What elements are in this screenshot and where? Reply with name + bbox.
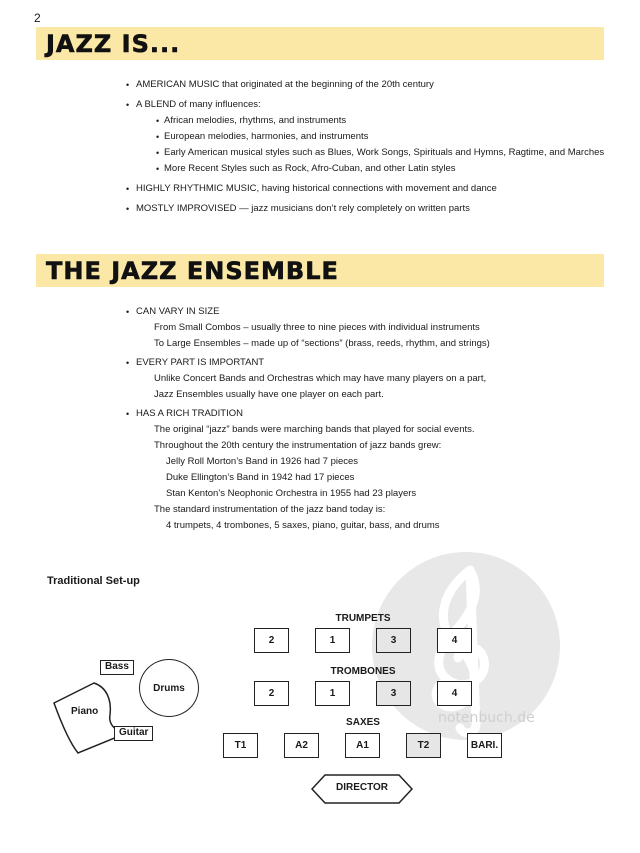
list-item: • HIGHLY RHYTHMIC MUSIC, having historical connections with movement and dance	[126, 181, 604, 197]
jazz-ensemble-heading: THE JAZZ ENSEMBLE	[46, 257, 339, 285]
list-item: • MOSTLY IMPROVISED — jazz musicians don’t rely completely on written parts	[126, 201, 604, 217]
list-item: • AMERICAN MUSIC that originated at the beginning of the 20th century	[126, 77, 604, 93]
watermark-text: notenbuch.de	[438, 710, 535, 726]
trombone-seat: 2	[254, 681, 289, 706]
list-item: • A BLEND of many influences:	[126, 97, 604, 113]
text-line: Stan Kenton’s Neophonic Orchestra in 1955 had 23 players	[166, 488, 417, 499]
guitar-box: Guitar	[114, 726, 153, 741]
list-item: • EVERY PART IS IMPORTANT	[126, 355, 604, 371]
trumpet-seat: 4	[437, 628, 472, 653]
text-line: Throughout the 20th century the instrumentation of jazz bands grew:	[154, 440, 442, 451]
bullet-icon: •	[126, 204, 130, 214]
sax-seat: A2	[284, 733, 319, 758]
bullet-icon: •	[126, 307, 130, 317]
trumpet-seat: 3	[376, 628, 411, 653]
bullet-icon: •	[126, 409, 130, 419]
bullet-icon: •	[126, 100, 130, 110]
drums-circle: Drums	[139, 659, 199, 717]
bullet-icon: •	[156, 164, 160, 174]
list-subitem: • European melodies, harmonies, and instruments	[126, 129, 604, 145]
bullet-icon: •	[156, 132, 160, 142]
jazz-is-banner	[36, 27, 604, 60]
list-item: • CAN VARY IN SIZE	[126, 304, 604, 320]
list-subitem: • African melodies, rhythms, and instruments	[126, 113, 604, 129]
bullet-icon: •	[126, 358, 130, 368]
text-line: 4 trumpets, 4 trombones, 5 saxes, piano, guitar, bass, and drums	[166, 520, 440, 531]
saxes-label: SAXES	[346, 717, 380, 728]
trombone-seat: 3	[376, 681, 411, 706]
bullet-icon: •	[126, 184, 130, 194]
sax-seat: T2	[406, 733, 441, 758]
text-line: Jazz Ensembles usually have one player on each part.	[154, 389, 384, 400]
trombone-seat: 1	[315, 681, 350, 706]
page-number: 2	[34, 11, 41, 25]
sax-seat: BARI.	[467, 733, 502, 758]
text-line: To Large Ensembles – made up of “sections” (brass, reeds, rhythm, and strings)	[154, 338, 490, 349]
sax-seat: A1	[345, 733, 380, 758]
text-line: Duke Ellington’s Band in 1942 had 17 pieces	[166, 472, 355, 483]
jazz-is-heading: JAZZ IS...	[46, 30, 181, 58]
list-subitem: • More Recent Styles such as Rock, Afro-Cuban, and other Latin styles	[126, 161, 604, 177]
text-line: From Small Combos – usually three to nine pieces with individual instruments	[154, 322, 480, 333]
trumpet-seat: 2	[254, 628, 289, 653]
trumpets-label: TRUMPETS	[335, 613, 391, 624]
trombones-label: TROMBONES	[330, 666, 396, 677]
bullet-icon: •	[126, 80, 130, 90]
list-item: • HAS A RICH TRADITION	[126, 406, 604, 422]
trumpet-seat: 1	[315, 628, 350, 653]
jazz-is-list	[126, 77, 604, 217]
piano-label: Piano	[71, 706, 99, 717]
bullet-icon: •	[156, 148, 160, 158]
text-line: The standard instrumentation of the jazz band today is:	[154, 504, 386, 515]
text-line: The original “jazz” bands were marching bands that played for social events.	[154, 424, 475, 435]
jazz-ensemble-banner	[36, 254, 604, 287]
list-subitem: • Early American musical styles such as Blues, Work Songs, Spirituals and Hymns, Ragtime, and Marches	[126, 145, 604, 161]
text-line: Unlike Concert Bands and Orchestras which may have many players on a part,	[154, 373, 487, 384]
trombone-seat: 4	[437, 681, 472, 706]
bullet-icon: •	[156, 116, 160, 126]
jazz-ensemble-list	[126, 304, 604, 534]
director-label: DIRECTOR	[335, 782, 389, 793]
text-line: Jelly Roll Morton’s Band in 1926 had 7 pieces	[166, 456, 359, 467]
setup-title: Traditional Set-up	[47, 575, 140, 587]
sax-seat: T1	[223, 733, 258, 758]
bass-box: Bass	[100, 660, 134, 675]
